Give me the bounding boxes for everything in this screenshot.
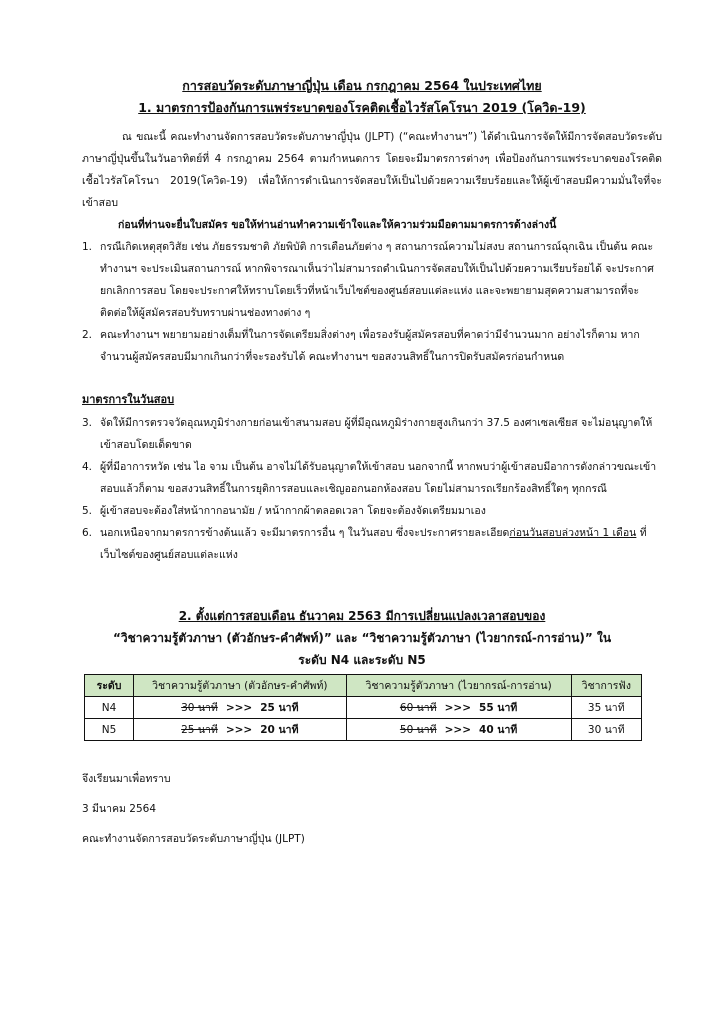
cell-grammar <box>346 697 571 719</box>
list-number: 4. <box>82 461 93 473</box>
cell-grammar <box>346 719 571 741</box>
cell-vocab <box>134 697 347 719</box>
section-2-subtitle: “วิชาความรู้ตัวภาษา (ตัวอักษร-คำศัพท์)” และ “วิชาความรู้ตัวภาษา (ไวยากรณ์-การอ่าน)” ใน <box>112 631 612 645</box>
list-item <box>82 522 664 566</box>
list-text: กรณีเกิดเหตุสุดวิสัย เช่น ภัยธรรมชาติ ภัยพิบัติ การเตือนภัยต่าง ๆ สถานการณ์ความไม่สงบ สถานการณ์ฉุกเฉิน เป็นต้น คณะทำงานฯ จะประเมินสถานการณ์ หากพิจารณาเห็นว่าไม่สามารถดำเนินการจัดสอบให้เป็นไปด้วยความเรียบร้อยได้ จะประกาศยกเลิกการสอบ โดยจะประกาศให้ทราบโดยเร็วที่หน้าเว็บไซต์ของศูนย์สอบแต่ละแห่ง และจะพยายามสุดความสามารถที่จะติดต่อให้ผู้สมัครสอบรับทราบผ่านช่องทางต่าง ๆ <box>100 241 654 319</box>
cell-level: N4 <box>85 697 134 719</box>
old-time: 60 นาที <box>399 702 437 714</box>
list-text: คณะทำงานฯ พยายามอย่างเต็มที่ในการจัดเตรียมสิ่งต่างๆ เพื่อรองรับผู้สมัครสอบที่คาดว่ามีจำนวนมาก อย่างไรก็ตาม หากจำนวนผู้สมัครสอบมีมากเกินกว่าที่จะรองรับได้ คณะทำงานฯ ขอสงวนสิทธิ์ในการปิดรับสมัครก่อนกำหนด <box>100 329 640 363</box>
signature-line: คณะทำงานจัดการสอบวัดระดับภาษาญี่ปุ่น (JLPT) <box>82 833 305 845</box>
table-row <box>85 719 642 741</box>
cell-listening: 30 นาที <box>571 719 641 741</box>
document-date: 3 มีนาคม 2564 <box>82 803 157 815</box>
section-1-title: 1. มาตรการป้องกันการแพร่ระบาดของโรคติดเชื้อไวรัสโคโรนา 2019 (โควิด-19) <box>138 100 586 115</box>
new-time: 25 นาที <box>260 702 299 714</box>
list-text: นอกเหนือจากมาตรการข้างต้นแล้ว จะมีมาตรการอื่น ๆ ในวันสอบ ซึ่งจะประกาศรายละเอียด <box>100 527 510 539</box>
old-time: 50 นาที <box>399 724 437 736</box>
list-item <box>82 412 664 456</box>
measures-list-a <box>82 236 664 368</box>
cell-level: N5 <box>85 719 134 741</box>
new-time: 20 นาที <box>260 724 299 736</box>
header-grammar: วิชาความรู้ตัวภาษา (ไวยากรณ์-การอ่าน) <box>346 675 571 697</box>
new-time: 40 นาที <box>479 724 518 736</box>
old-time: 30 นาที <box>181 702 218 714</box>
list-item <box>82 236 664 324</box>
table-header-row <box>85 675 642 697</box>
list-number: 3. <box>82 417 93 429</box>
header-listening: วิชาการฟัง <box>571 675 641 697</box>
intro-paragraph: ณ ขณะนี้ คณะทำงานจัดการสอบวัดระดับภาษาญี่ปุ่น (JLPT) (“คณะทำงานฯ”) ได้ดำเนินการจัดให้มีการจัดสอบวัดระดับภาษาญี่ปุ่นขึ้นในวันอาทิตย์ที่ 4 กรกฎาคม 2564 ตามกำหนดการ โดยจะมีมาตรการต่างๆ เพื่อป้องกันการแพร่ระบาดของโรคติดเชื้อไวรัสโคโรนา 2019(โควิด-19) เพื่อให้การดำเนินการจัดสอบให้เป็นไปด้วยความเรียบร้อยและให้ผู้เข้าสอบมีความมั่นใจที่จะเข้าสอบ <box>82 131 662 209</box>
arrow: >>> <box>225 724 253 736</box>
exam-time-table <box>84 674 642 741</box>
list-number: 5. <box>82 505 93 517</box>
list-text: ผู้ที่มีอาการหวัด เช่น ไอ จาม เป็นต้น อาจไม่ได้รับอนุญาตให้เข้าสอบ นอกจากนี้ หากพบว่าผู้เข้าสอบมีอาการดังกล่าวขณะเข้าสอบแล้วก็ตาม ขอสงวนสิทธิ์ในการยุติการสอบและเชิญออกนอกห้องสอบ โดยไม่สามารถเรียกร้องสิทธิ์ใดๆ ทุกกรณี <box>100 461 657 495</box>
table-row <box>85 697 642 719</box>
document-title: การสอบวัดระดับภาษาญี่ปุ่น เดือน กรกฎาคม 2564 ในประเทศไทย <box>182 78 542 93</box>
cell-vocab <box>134 719 347 741</box>
section-2-levels: ระดับ N4 และระดับ N5 <box>298 653 426 667</box>
arrow: >>> <box>444 724 472 736</box>
header-vocab: วิชาความรู้ตัวภาษา (ตัวอักษร-คำศัพท์) <box>134 675 347 697</box>
arrow: >>> <box>444 702 472 714</box>
header-level: ระดับ <box>85 675 134 697</box>
list-item <box>82 500 664 522</box>
list-item <box>82 324 664 368</box>
list-text: ผู้เข้าสอบจะต้องใส่หน้ากากอนามัย / หน้ากากผ้าตลอดเวลา โดยจะต้องจัดเตรียมมาเอง <box>100 505 486 517</box>
list-number: 1. <box>82 241 93 253</box>
closing-line: จึงเรียนมาเพื่อทราบ <box>82 773 171 785</box>
section-2-title: 2. ตั้งแต่การสอบเดือน ธันวาคม 2563 มีการเปลี่ยนแปลงเวลาสอบของ <box>178 609 546 623</box>
list-number: 2. <box>82 329 93 341</box>
measures-list-b <box>82 412 664 566</box>
list-text-underlined: ก่อนวันสอบล่วงหน้า 1 เดือน <box>509 527 637 539</box>
exam-day-heading: มาตรการในวันสอบ <box>82 393 175 406</box>
new-time: 55 นาที <box>479 702 518 714</box>
list-item <box>82 456 664 500</box>
cell-listening: 35 นาที <box>571 697 641 719</box>
list-number: 6. <box>82 527 93 539</box>
notice-line: ก่อนที่ท่านจะยื่นใบสมัคร ขอให้ท่านอ่านทำความเข้าใจและให้ความร่วมมือตามมาตรการด้างล่างนี้ <box>118 219 557 231</box>
list-text: ที่เว็บไซต์ของศูนย์สอบแต่ละแห่ง <box>100 527 647 561</box>
list-text: จัดให้มีการตรวจวัดอุณหภูมิร่างกายก่อนเข้าสนามสอบ ผู้ที่มีอุณหภูมิร่างกายสูงเกินกว่า 37.5 องศาเซลเซียส จะไม่อนุญาตให้เข้าสอบโดยเด็ดขาด <box>100 417 653 451</box>
old-time: 25 นาที <box>181 724 218 736</box>
arrow: >>> <box>225 702 253 714</box>
